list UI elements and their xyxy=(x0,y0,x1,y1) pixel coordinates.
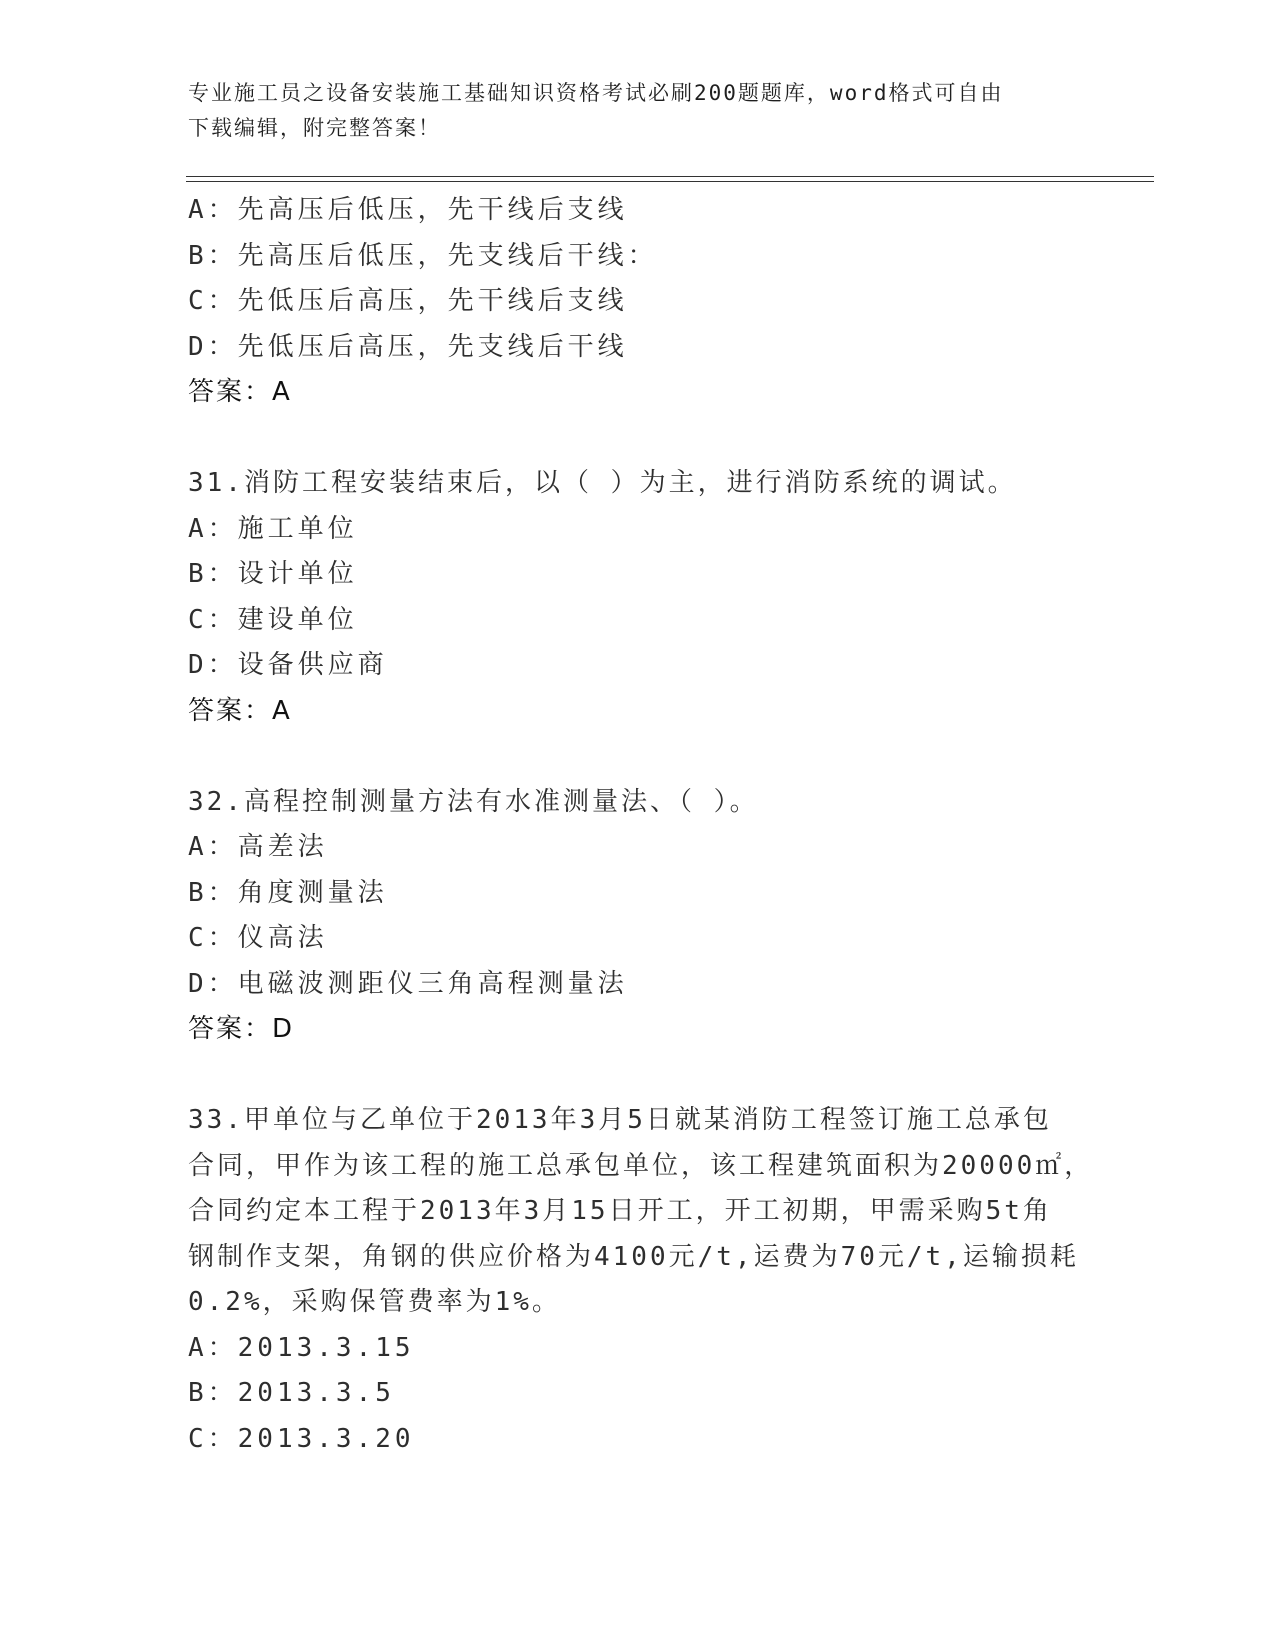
option-c: C：仪高法 xyxy=(188,923,328,953)
option-c: C：2013.3.20 xyxy=(188,1423,415,1454)
option-a: A：高差法 xyxy=(188,832,328,862)
option-a: A：先高压后低压，先干线后支线 xyxy=(188,195,628,225)
question-stem-line: 合同，甲作为该工程的施工总承包单位，该工程建筑面积为20000㎡， xyxy=(188,1150,1094,1181)
question-31 xyxy=(188,461,1088,734)
option-d: D：设备供应商 xyxy=(188,650,388,680)
header-line-2: 下载编辑，附完整答案！ xyxy=(188,116,441,140)
question-stem-line: 33.甲单位与乙单位于2013年3月5日就某消防工程签订施工总承包 xyxy=(188,1105,1052,1135)
answer-line: 答案：D xyxy=(188,1014,295,1044)
option-b: B：2013.3.5 xyxy=(188,1378,395,1408)
option-b: B：设计单位 xyxy=(188,559,358,589)
document-header xyxy=(188,76,1088,146)
option-b: B：先高压后低压，先支线后干线： xyxy=(188,240,658,271)
option-a: A：施工单位 xyxy=(188,513,358,544)
option-b: B：角度测量法 xyxy=(188,877,388,908)
question-33 xyxy=(188,1098,1094,1462)
header-line-1: 专业施工员之设备安装施工基础知识资格考试必刷200题题库，word格式可自由 xyxy=(188,81,1004,105)
question-stem: 31.消防工程安装结束后，以（ ）为主，进行消防系统的调试。 xyxy=(188,468,1017,498)
option-d: D：先低压后高压，先支线后干线 xyxy=(188,331,628,362)
answer-line: 答案：A xyxy=(188,695,292,726)
option-c: C：建设单位 xyxy=(188,604,358,635)
question-30 xyxy=(188,188,1088,416)
question-stem-line: 钢制作支架，角钢的供应价格为4100元/t,运费为70元/t,运输损耗 xyxy=(188,1241,1079,1272)
option-c: C：先低压后高压，先干线后支线 xyxy=(188,286,628,316)
spacer xyxy=(188,416,1088,462)
question-list xyxy=(188,188,1094,1462)
question-stem-line: 合同约定本工程于2013年3月15日开工，开工初期，甲需采购5t角 xyxy=(188,1196,1052,1226)
option-d: D：电磁波测距仪三角高程测量法 xyxy=(188,968,628,999)
header-divider-bottom xyxy=(186,181,1154,182)
question-stem-line: 0.2%，采购保管费率为1%。 xyxy=(188,1287,561,1317)
header-divider-top xyxy=(186,176,1154,177)
spacer xyxy=(188,734,1088,780)
option-a: A：2013.3.15 xyxy=(188,1332,415,1363)
question-32 xyxy=(188,780,1088,1053)
answer-line: 答案：A xyxy=(188,377,292,407)
spacer xyxy=(188,1053,1088,1099)
question-stem: 32.高程控制测量方法有水准测量法、（ ）。 xyxy=(188,786,759,817)
